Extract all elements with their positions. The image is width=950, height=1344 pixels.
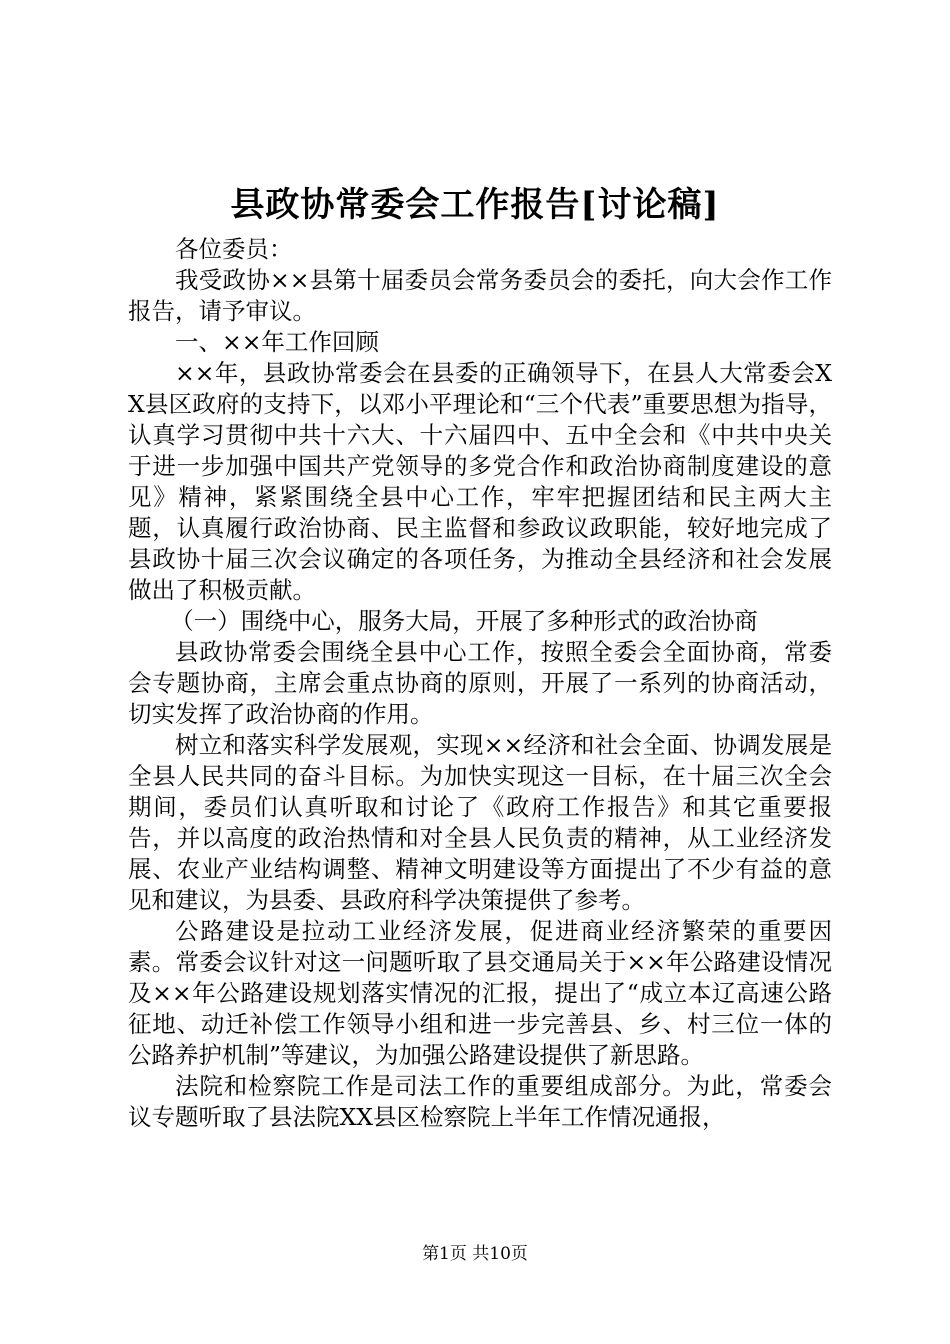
paragraph-review: ××年，县政协常委会在县委的正确领导下，在县人大常委会XX县区政府的支持下，以邓小平理论和“三个代表”重要思想为指导，认真学习贯彻中共十六大、十六届四中、五中全会和《中共中央关于进一步加强中国共产党领导的多党合作和政治协商制度建设的意见》精神，紧紧围绕全县中心工作，牢牢把握团结和民主两大主题，认真履行政治协商、民主监督和参政议政职能，较好地完成了县政协十届三次会议确定的各项任务，为推动全县经济和社会发展做出了积极贡献。 bbox=[128, 359, 832, 604]
paragraph-consultation: 县政协常委会围绕全县中心工作，按照全委会全面协商，常委会专题协商，主席会重点协商的原则，开展了一系列的协商活动，切实发挥了政治协商的作用。 bbox=[128, 638, 832, 728]
paragraph-roads: 公路建设是拉动工业经济发展，促进商业经济繁荣的重要因素。常委会议针对这一问题听取了县交通局关于××年公路建设情况及××年公路建设规划落实情况的汇报，提出了“成立本辽高速公路征地、动迁补偿工作领导小组和进一步完善县、乡、村三位一体的公路养护机制”等建议，为加强公路建设提供了新思路。 bbox=[128, 917, 832, 1069]
paragraph-intro: 我受政协××县第十届委员会常务委员会的委托，向大会作工作报告，请予审议。 bbox=[128, 266, 832, 325]
document-title: 县政协常委会工作报告[讨论稿] bbox=[230, 185, 720, 225]
paragraph-development: 树立和落实科学发展观，实现××经济和社会全面、协调发展是全县人民共同的奋斗目标。为加快实现这一目标，在十届三次全会期间，委员们认真听取和讨论了《政府工作报告》和其它重要报告，并以高度的政治热情和对全县人民负责的精神，从工业经济发展、农业产业结构调整、精神文明建设等方面提出了不少有益的意见和建议，为县委、县政府科学决策提供了参考。 bbox=[128, 731, 832, 914]
subsection-heading: （一）围绕中心，服务大局，开展了多种形式的政治协商 bbox=[170, 607, 758, 635]
document-body bbox=[128, 234, 832, 1133]
paragraph-judicial: 法院和检察院工作是司法工作的重要组成部分。为此，常委会议专题听取了县法院XX县区检察院上半年工作情况通报， bbox=[128, 1072, 832, 1131]
section-heading: 一、××年工作回顾 bbox=[175, 328, 379, 356]
salutation: 各位委员： bbox=[175, 235, 293, 263]
page-number-footer: 第1页 共10页 bbox=[422, 1244, 528, 1264]
